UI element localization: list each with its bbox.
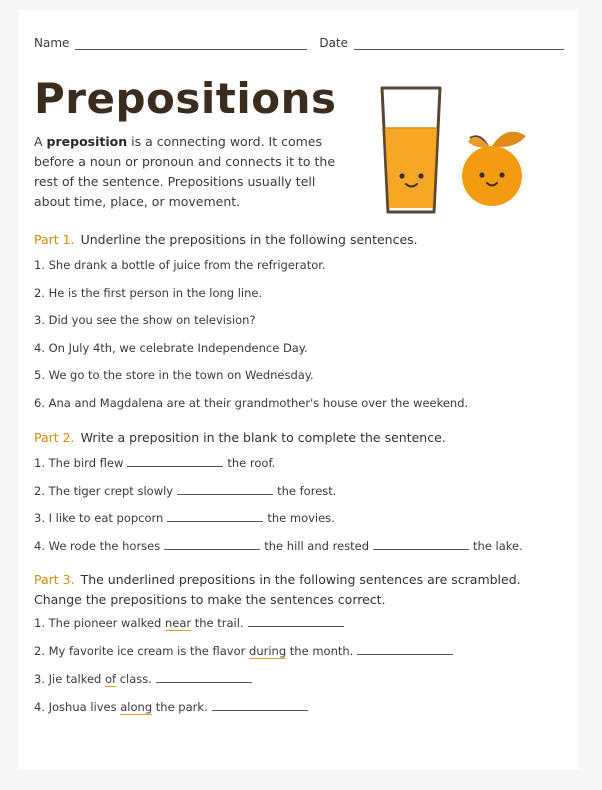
part3-label: Part 3. [34,572,75,587]
part3-item-2 [34,644,457,658]
part3-item-2-underlined: during [249,644,287,658]
part2-item-3-before: 3. I like to eat popcorn [34,511,164,525]
part1-item-1: 1. She drank a bottle of juice from the refrigerator. [34,258,326,272]
part1-heading [34,230,418,250]
answer-blank[interactable] [357,644,453,655]
answer-blank[interactable] [167,511,263,522]
name-date-row [34,36,564,50]
part3-item-4-underlined: along [120,700,153,714]
part2-item-1-after: the roof. [227,456,276,470]
part2-item-3-after: the movies. [267,511,335,525]
part1-item-3: 3. Did you see the show on television? [34,313,256,327]
part1-item-5: 5. We go to the store in the town on Wednesday. [34,368,314,382]
part3-item-4-before: 4. Joshua lives [34,700,121,714]
answer-blank[interactable] [156,672,252,683]
page-title: Prepositions [34,74,337,123]
part3-item-1-before: 1. The pioneer walked [34,616,165,630]
part2-heading [34,428,446,448]
name-field[interactable] [75,37,307,50]
part2-label: Part 2. [34,430,75,445]
date-field[interactable] [354,37,564,50]
orange-fruit-icon [462,132,526,206]
part3-item-2-before: 2. My favorite ice cream is the flavor [34,644,250,658]
part2-instruction: Write a preposition in the blank to complete the sentence. [80,430,446,445]
juice-and-orange-illustration [376,80,556,220]
part3-item-2-after: the month. [286,644,354,658]
answer-blank[interactable] [127,456,223,467]
part3-item-4-after: the park. [152,700,208,714]
part2-item-2 [34,484,336,498]
part3-heading [34,570,521,610]
part1-label: Part 1. [34,232,75,247]
part3-item-3-after: class. [116,672,152,686]
part2-item-1-before: 1. The bird flew [34,456,124,470]
intro-lead: A [34,134,47,149]
part2-item-4-middle: the hill and rested [264,539,370,553]
answer-blank[interactable] [164,539,260,550]
part3-item-1-underlined: near [164,616,192,630]
answer-blank[interactable] [177,484,273,495]
part3-instruction-line2: Change the prepositions to make the sentences correct. [34,592,386,607]
intro-term: preposition [46,134,128,149]
name-label: Name [34,36,70,50]
part3-item-1 [34,616,348,630]
part3-item-3 [34,672,256,686]
part2-item-4-after: the lake. [473,539,523,553]
answer-blank[interactable] [373,539,469,550]
intro-rest: is a connecting word. It comes before a noun or pronoun and connects it to the rest of the sentence. Prepositions usually tell about time, place, or movement. [34,134,336,209]
part3-item-1-after: the trail. [191,616,244,630]
answer-blank[interactable] [212,700,308,711]
part2-item-1 [34,456,275,470]
date-label: Date [319,36,349,50]
part3-item-3-before: 3. Jie talked [34,672,105,686]
part3-instruction-line1: The underlined prepositions in the following sentences are scrambled. [80,572,521,587]
part2-item-4-before: 4. We rode the horses [34,539,161,553]
part2-item-2-after: the forest. [277,484,337,498]
part2-item-2-before: 2. The tiger crept slowly [34,484,174,498]
part2-item-3 [34,511,335,525]
juice-glass-icon [382,88,440,212]
part1-item-4: 4. On July 4th, we celebrate Independence Day. [34,341,308,355]
intro-paragraph [34,132,354,212]
part3-item-3-underlined: of [104,672,117,686]
part3-item-4 [34,700,312,714]
part2-item-4 [34,539,523,553]
part1-item-2: 2. He is the first person in the long line. [34,286,263,300]
answer-blank[interactable] [248,616,344,627]
worksheet-page [18,10,578,770]
part1-instruction: Underline the prepositions in the following sentences. [80,232,418,247]
part1-item-6: 6. Ana and Magdalena are at their grandmother's house over the weekend. [34,396,469,410]
